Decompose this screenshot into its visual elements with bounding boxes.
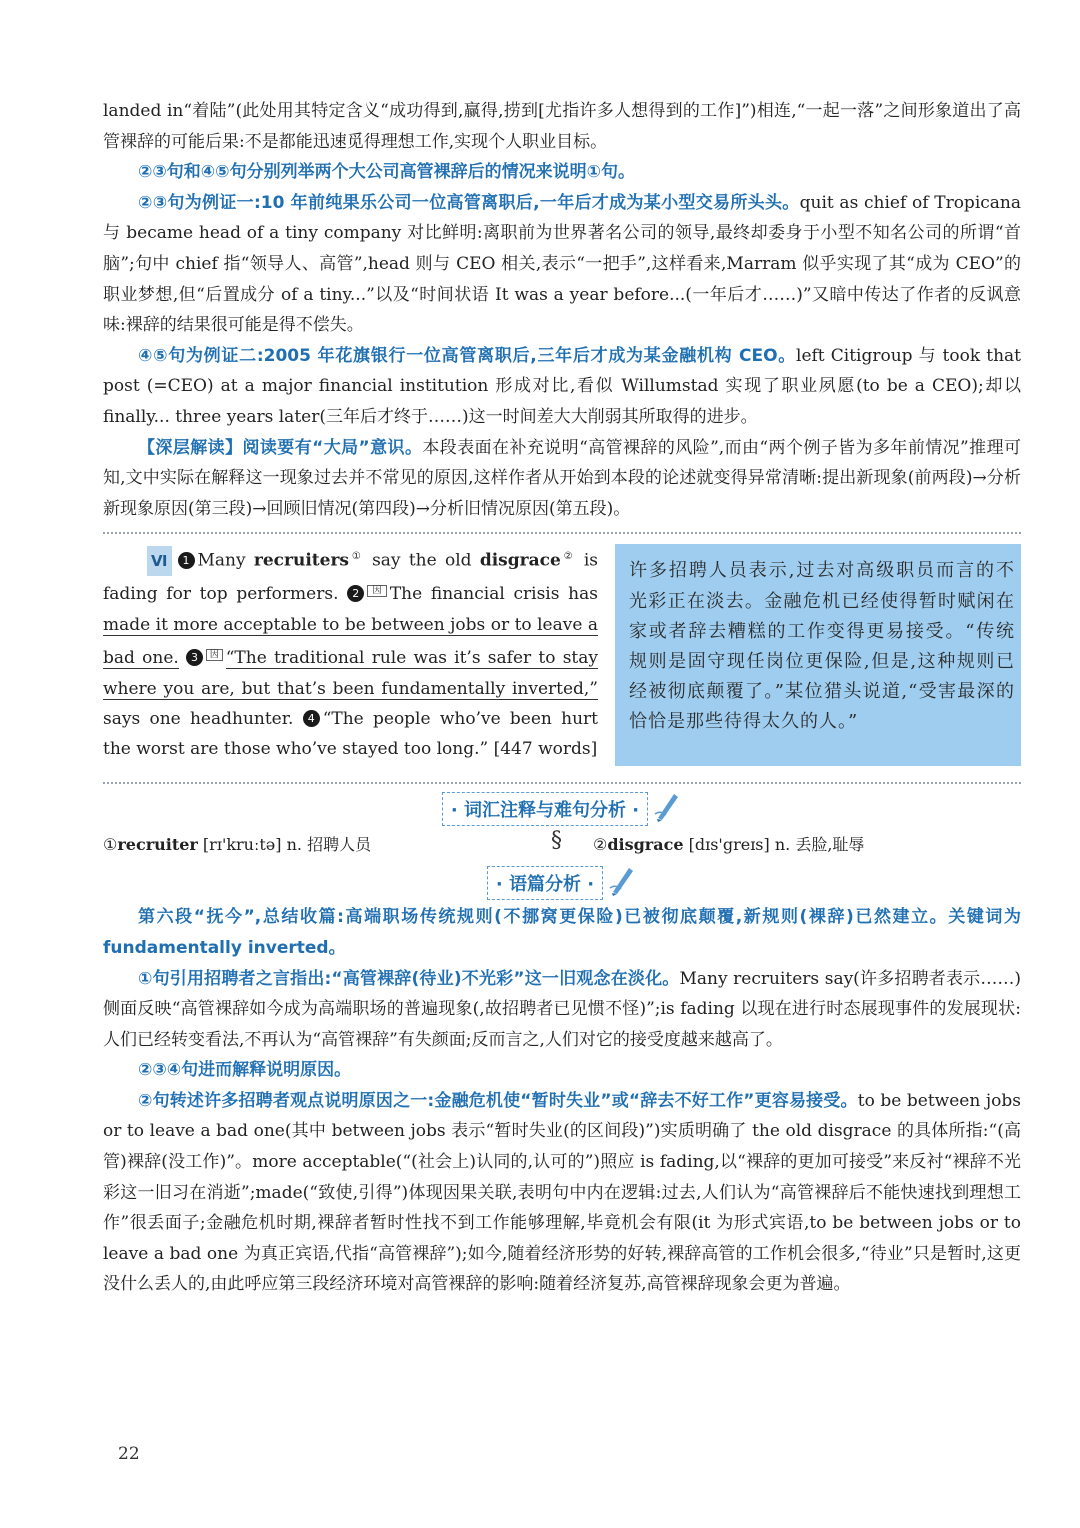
analysis-section-title [103, 862, 1021, 902]
sentence-3-text: says one headhunter. [103, 709, 303, 729]
sentence-number-1: 1 [178, 552, 195, 569]
vocab-entry-recruiter [103, 832, 371, 855]
example-2-body: left Citigroup 与 took that post (=CEO) at a major financial institution 形成对比,看似 Willumstad 实现了职业夙愿(to be a CEO);却以 finally... three years later(三年后才终于……)这一时间差大大削弱其所取得的进步。 [103, 345, 1022, 427]
analysis-summary: ②③句和④⑤句分别列举两个大公司高管裸辞后的情况来说明①句。 [138, 162, 635, 183]
vocab-title-label: · 词汇注释与难句分析 · [442, 792, 648, 826]
paragraph-example-2 [103, 341, 1021, 433]
paragraph-1: landed in“着陆”(此处用其特定含义“成功得到,赢得,捞到[尤指许多人想得到的工作]”)相连,“一起一落”之间形象道出了高管裸辞的可能后果:不是都能迅速觅得理想工作,实现个人职业目标。 [103, 101, 1021, 152]
analysis-1-heading: ①句引用招聘者之言指出:“高管裸辞(待业)不光彩”这一旧观念在淡化。 [138, 968, 680, 989]
paperclip-icon: § [551, 828, 562, 854]
page-number: 22 [118, 1444, 140, 1464]
vocab-word: disgrace [607, 835, 684, 855]
paragraph-label: Ⅵ [147, 546, 172, 576]
vocab-number: ② [593, 835, 608, 855]
analysis-1-body: Many recruiters say(许多招聘者表示……)侧面反映“高管裸辞如今成为高端职场的普遍现象(,故招聘者已见惯不怪)”;is fading 以现在进行时态展现事件的发展现状:人们已经转变看法,不再认为“高管裸辞”有失颜面;反而言之,人们对它的接受度越来越高了。 [103, 968, 1021, 1050]
sentence-number-4: 4 [303, 710, 320, 727]
example-1-heading: ②③句为例证一:10 年前纯果乐公司一位高管离职后,一年后才成为某小型交易所头头。 [138, 192, 800, 213]
analysis-sentence-1 [103, 964, 1021, 1056]
vocab-entry-disgrace [593, 832, 864, 855]
english-passage [103, 542, 598, 765]
sentence-1-text: say the old [363, 550, 480, 571]
analysis-2-body: to be between jobs or to leave a bad one(其中 between jobs 表示“暂时失业(的区间段)”)实质明确了 the old disgrace 的具体所指:“(高管)裸辞(没工作)”。more acceptable(“(社会上)认同的,认可的”)照应 is fading,以“裸辞的更加可接受”来反衬“裸辞不光彩这一旧习在消逝”;made(“致使,引得”)体现因果关联,表明句中内在逻辑:过去,人们认为“高管裸辞后不能快速找到理想工作”很丢面子;金融危机时期,裸辞者暂时性找不到工作能够理解,毕竟机会有限(it 为形式宾语,to be between jobs or to leave a bad one 为真正宾语,代指“高管裸辞”);如今,随着经济形势的好转,裸辞高管的工作机会很多,“待业”只是暂时,这更没什么丢人的,由此呼应第三段经济环境对高管裸辞的影响:随着经济复苏,高管裸辞现象会更为普遍。 [103, 1090, 1021, 1295]
sentence-4-text: “The people who’ve been hurt the worst are those who’ve stayed too long.” [447 words] [103, 709, 598, 760]
cause-tag: 因 [208, 650, 221, 661]
vocab-definition: [dɪs'greɪs] n. 丢脸,耻辱 [683, 835, 865, 855]
sentence-number-2: 2 [347, 585, 364, 602]
vocab-section-title [103, 784, 1021, 828]
deep-reading [103, 433, 1021, 525]
analysis-2-heading: ②句转述许多招聘者观点说明原因之一:金融危机使“暂时失业”或“辞去不好工作”更容易接受。 [138, 1090, 858, 1111]
footnote-mark-2: ② [560, 551, 576, 563]
example-1-body: quit as chief of Tropicana 与 became head of a tiny company 对比鲜明:离职前为世界著名公司的领导,最终却委身于小型不知名公司的所谓“首脑”;句中 chief 指“领导人、高管”,head 则与 CEO 相关,表示“一把手”,这样看来,Marram 似乎实现了其“成为 CEO”的职业梦想,但“后置成分 of a tiny...”以及“时间状语 It was a year before...(一年后才……)”又暗中传达了作者的反讽意味:裸辞的结果很可能是得不偿失。 [103, 192, 1021, 336]
deep-reading-body: 本段表面在补充说明“高管裸辞的风险”,而由“两个例子皆为多年前情况”推理可知,文中实际在解释这一现象过去并不常见的原因,这样作者从开始到本段的论述就变得异常清晰:提出新现象(前两段)→分析新现象原因(第三段)→回顾旧情况(第四段)→分析旧情况原因(第五段)。 [103, 437, 1021, 519]
underlined-sentence-3: “The traditional rule was it’s safer to stay where you are, but that’s been fundamentally inverted,” [103, 648, 598, 699]
sentence-1-text: Many [197, 550, 254, 571]
analysis-sentence-2 [103, 1086, 1021, 1300]
vocab-word-disgrace: disgrace [479, 550, 561, 571]
footnote-mark-1: ① [349, 551, 364, 563]
paragraph-vi-block [103, 534, 1021, 782]
sentence-number-3: 3 [186, 649, 203, 666]
sentence-1-text: is fading for top performers. [103, 550, 599, 605]
example-2-heading: ④⑤句为例证二:2005 年花旗银行一位高管离职后,三年后才成为某金融机构 CEO。 [138, 345, 797, 366]
chinese-translation-box: 许多招聘人员表示,过去对高级职员而言的不光彩正在淡去。金融危机已经使得暂时赋闲在家或者辞去糟糕的工作变得更易接受。“传统规则是固守现任岗位更保险,但是,这种规则已经被彻底颠覆了。”某位猎头说道,“受害最深的恰恰是那些待得太久的人。” [615, 544, 1021, 766]
analysis-sentences-234: ②③④句进而解释说明原因。 [138, 1060, 352, 1081]
analysis-title-label: · 语篇分析 · [487, 866, 603, 900]
cause-tag: 因 [369, 586, 385, 597]
sentence-2-text: The financial crisis has [389, 584, 598, 605]
vocab-word-recruiters: recruiters [253, 550, 349, 571]
underlined-sentence-2: made it more acceptable to be between jobs or to leave a bad one. [103, 614, 598, 669]
vocab-notes [103, 828, 1021, 862]
brush-pen-icon [654, 788, 682, 822]
vocab-definition: [rɪ'kruːtə] n. 招聘人员 [197, 835, 372, 855]
vocab-word: recruiter [117, 835, 198, 855]
page-content [103, 96, 1021, 1300]
vocab-number: ① [103, 835, 118, 855]
brush-pen-icon [609, 862, 637, 896]
paragraph-example-1 [103, 188, 1021, 341]
analysis-paragraph-summary: 第六段“抚今”,总结收篇:高端职场传统规则(不挪窝更保险)已被彻底颠覆,新规则(裸辞)已然建立。关键词为 fundamentally inverted。 [103, 907, 1021, 958]
deep-reading-tag: 【深层解读】阅读要有“大局”意识。 [138, 437, 423, 458]
